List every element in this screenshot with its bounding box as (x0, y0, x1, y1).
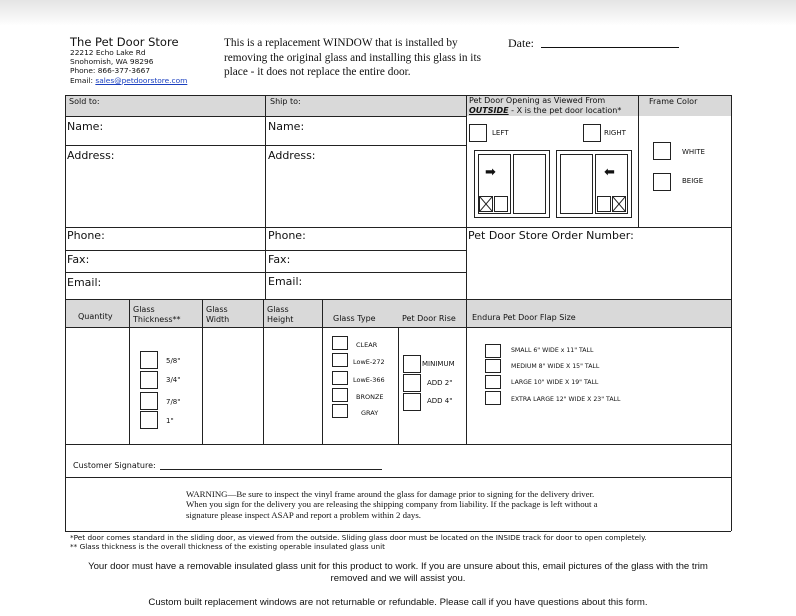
thickness-checkbox[interactable] (140, 371, 158, 389)
col-rise: Pet Door Rise (402, 314, 456, 323)
flap-size-option: SMALL 6" WIDE x 11" TALL (511, 347, 594, 354)
thickness-checkbox[interactable] (140, 392, 158, 410)
flap-size-checkbox[interactable] (485, 359, 501, 373)
glass-type-option: LowE-366 (353, 376, 385, 384)
flap-size-checkbox[interactable] (485, 344, 501, 358)
date-label: Date: (508, 36, 534, 50)
thickness-option: 1" (166, 417, 174, 425)
rise-option: ADD 2" (427, 379, 453, 387)
ship-to-header: Ship to: (270, 97, 301, 106)
glass-unit-notice: Your door must have a removable insulated glass unit for this product to work. If you are unsure about this, email pictures of the glass with the trim removed and we will assist you. (88, 561, 708, 585)
col-height: Glass Height (267, 305, 294, 324)
viewer-top-bar (0, 0, 796, 26)
thickness-option: 5/8" (166, 357, 181, 365)
rise-option: MINIMUM (422, 360, 455, 368)
store-address-line2: Snohomish, WA 98296 (70, 57, 154, 66)
sold-to-header: Sold to: (69, 97, 100, 106)
order-number-label: Pet Door Store Order Number: (468, 229, 634, 242)
store-email-link[interactable]: sales@petdoorstore.com (95, 76, 188, 85)
opening-right-label: RIGHT (604, 129, 626, 137)
opening-header: Pet Door Opening as Viewed From OUTSIDE - X is the pet door location* (469, 96, 622, 115)
sold-to-fax[interactable]: Fax: (67, 253, 90, 266)
left-door-diagram (474, 150, 550, 218)
ship-to-phone[interactable]: Phone: (268, 229, 306, 242)
rise-checkbox[interactable] (403, 393, 421, 411)
pet-door-x-icon (612, 196, 626, 212)
footnote-thickness: ** Glass thickness is the overall thickness of the existing operable insulated glass unit (70, 542, 386, 551)
col-thickness: Glass Thickness** (133, 305, 181, 324)
opening-left-label: LEFT (492, 129, 509, 137)
thickness-checkbox[interactable] (140, 351, 158, 369)
col-width: Glass Width (206, 305, 230, 324)
returns-notice: Custom built replacement windows are not returnable or refundable. Please call if you have questions about this form. (148, 597, 648, 608)
glass-type-checkbox[interactable] (332, 353, 348, 367)
col-quantity: Quantity (78, 312, 113, 321)
frame-beige-checkbox[interactable] (653, 173, 671, 191)
glass-type-option: BRONZE (356, 393, 384, 401)
frame-color-header: Frame Color (649, 97, 698, 106)
thickness-checkbox[interactable] (140, 411, 158, 429)
glass-type-checkbox[interactable] (332, 404, 348, 418)
thickness-option: 3/4" (166, 376, 181, 384)
store-name: The Pet Door Store (70, 35, 179, 49)
flap-size-option: EXTRA LARGE 12" WIDE X 23" TALL (511, 396, 621, 403)
right-door-diagram (556, 150, 632, 218)
store-email-line: Email: sales@petdoorstore.com (70, 76, 188, 85)
ship-to-name[interactable]: Name: (268, 120, 305, 133)
pet-door-x-icon (479, 196, 493, 212)
flap-size-option: MEDIUM 8" WIDE X 15" TALL (511, 363, 600, 370)
opening-left-checkbox[interactable] (469, 124, 487, 142)
glass-type-option: CLEAR (356, 341, 378, 349)
arrow-right-icon: ➡ (485, 165, 496, 180)
rise-checkbox[interactable] (403, 374, 421, 392)
ship-to-address[interactable]: Address: (268, 149, 316, 162)
rise-checkbox[interactable] (403, 355, 421, 373)
frame-white-checkbox[interactable] (653, 142, 671, 160)
flap-size-checkbox[interactable] (485, 391, 501, 405)
col-glass-type: Glass Type (333, 314, 376, 323)
signature-label: Customer Signature: (73, 461, 156, 470)
intro-note: This is a replacement WINDOW that is installed by removing the original glass and installing this glass in its place - it does not replace the entire door. (224, 37, 481, 78)
sold-to-name[interactable]: Name: (67, 120, 104, 133)
ship-to-email[interactable]: Email: (268, 275, 303, 288)
ship-to-fax[interactable]: Fax: (268, 253, 291, 266)
warning-text: WARNING—Be sure to inspect the vinyl frame around the glass for damage prior to signing for the delivery driver. When you sign for the delivery you are releasing the shipping company from liability. If the package is left without a signature please inspect ASAP and report a problem within 2 days. (186, 489, 598, 520)
opening-right-checkbox[interactable] (583, 124, 601, 142)
date-field[interactable] (541, 47, 679, 48)
flap-size-option: LARGE 10" WIDE X 19" TALL (511, 379, 599, 386)
glass-type-checkbox[interactable] (332, 336, 348, 350)
glass-type-option: LowE-272 (353, 358, 385, 366)
store-phone: Phone: 866-377-3667 (70, 66, 151, 75)
frame-beige-label: BEIGE (682, 177, 704, 185)
signature-field[interactable] (160, 469, 382, 470)
footnote-pet-door: *Pet door comes standard in the sliding door, as viewed from the outside. Sliding glass door must be located on the INSIDE track for door to open completely. (70, 533, 647, 542)
arrow-left-icon: ⬅ (604, 165, 615, 180)
frame-white-label: WHITE (682, 148, 705, 156)
header-row-bg (65, 95, 731, 116)
flap-size-checkbox[interactable] (485, 375, 501, 389)
glass-type-option: GRAY (361, 409, 379, 417)
col-flap-size: Endura Pet Door Flap Size (472, 313, 576, 322)
sold-to-phone[interactable]: Phone: (67, 229, 105, 242)
store-address-line1: 22212 Echo Lake Rd (70, 48, 146, 57)
glass-type-checkbox[interactable] (332, 388, 348, 402)
sold-to-address[interactable]: Address: (67, 149, 115, 162)
thickness-option: 7/8" (166, 398, 181, 406)
rise-option: ADD 4" (427, 397, 453, 405)
glass-type-checkbox[interactable] (332, 371, 348, 385)
sold-to-email[interactable]: Email: (67, 276, 102, 289)
